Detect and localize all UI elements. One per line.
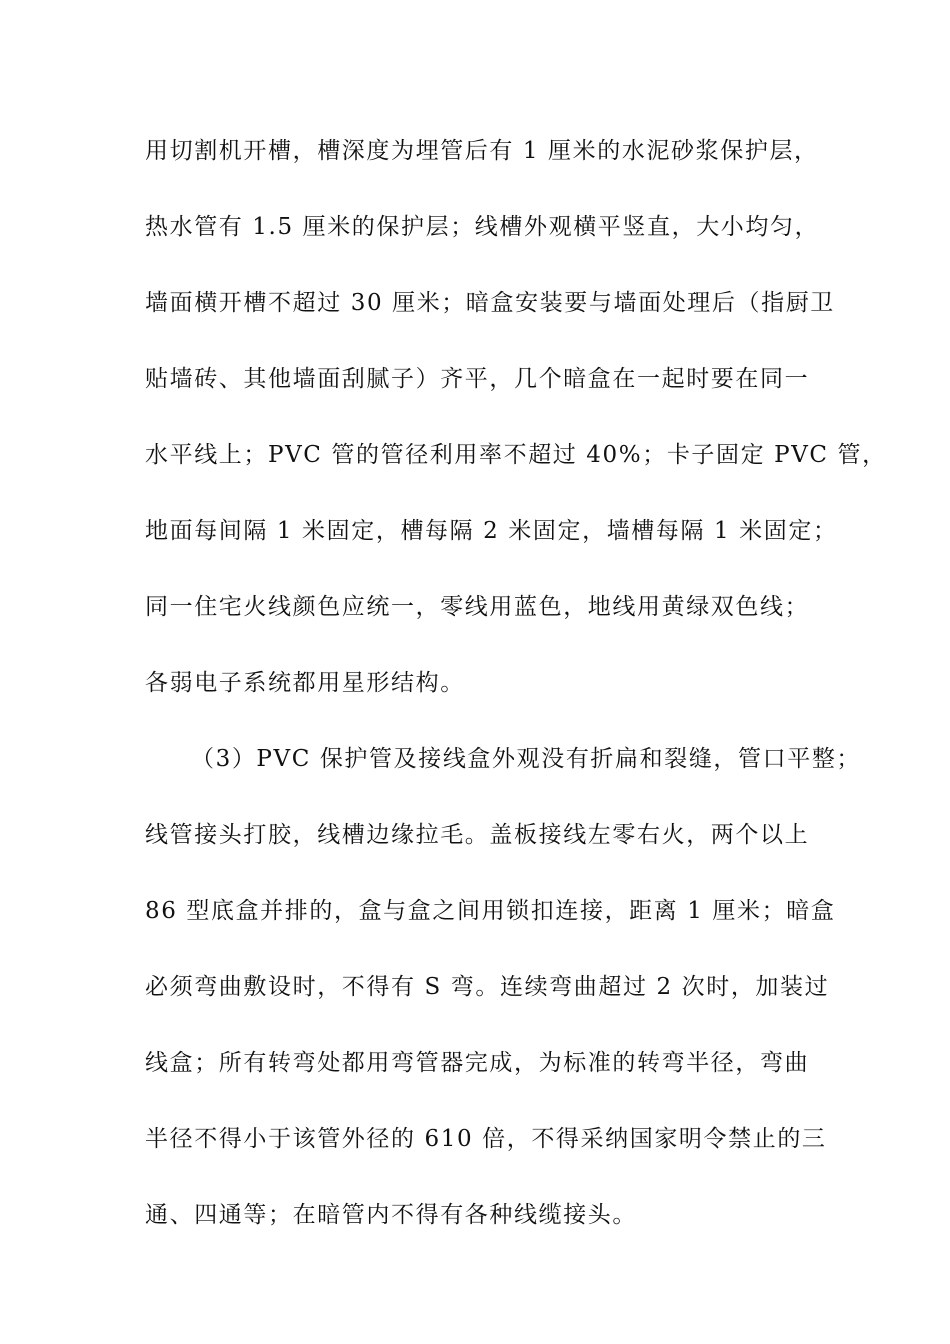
paragraph-2-line-5: 线盒；所有转弯处都用弯管器完成，为标准的转弯半径，弯曲 [145, 1050, 810, 1076]
paragraph-2-line-4: 必须弯曲敷设时，不得有 S 弯。连续弯曲超过 2 次时，加装过 [145, 974, 830, 1000]
paragraph-1-line-3: 墙面横开槽不超过 30 厘米；暗盒安装要与墙面处理后（指厨卫 [145, 290, 835, 316]
paragraph-1-line-5: 水平线上；PVC 管的管径利用率不超过 40%；卡子固定 PVC 管， [145, 442, 887, 468]
paragraph-1-line-6: 地面每间隔 1 米固定，槽每隔 2 米固定，墙槽每隔 1 米固定； [145, 518, 838, 544]
paragraph-2-line-6: 半径不得小于该管外径的 610 倍，不得采纳国家明令禁止的三 [145, 1126, 827, 1152]
paragraph-2-line-2: 线管接头打胶，线槽边缘拉毛。盖板接线左零右火，两个以上 [145, 822, 810, 848]
paragraph-2-line-3: 86 型底盒并排的，盒与盒之间用锁扣连接，距离 1 厘米；暗盒 [145, 898, 836, 924]
paragraph-1-line-2: 热水管有 1.5 厘米的保护层；线槽外观横平竖直，大小均匀， [145, 214, 820, 240]
paragraph-1-line-1: 用切割机开槽，槽深度为埋管后有 1 厘米的水泥砂浆保护层， [145, 138, 819, 164]
paragraph-2-line-1: （3）PVC 保护管及接线盒外观没有折扁和裂缝，管口平整； [191, 746, 862, 772]
paragraph-1-line-7: 同一住宅火线颜色应统一，零线用蓝色，地线用黄绿双色线； [145, 594, 810, 620]
paragraph-1-line-8: 各弱电子系统都用星形结构。 [145, 670, 465, 696]
paragraph-2-line-7: 通、四通等；在暗管内不得有各种线缆接头。 [145, 1202, 637, 1228]
paragraph-1-line-4: 贴墙砖、其他墙面刮腻子）齐平，几个暗盒在一起时要在同一 [145, 366, 810, 392]
